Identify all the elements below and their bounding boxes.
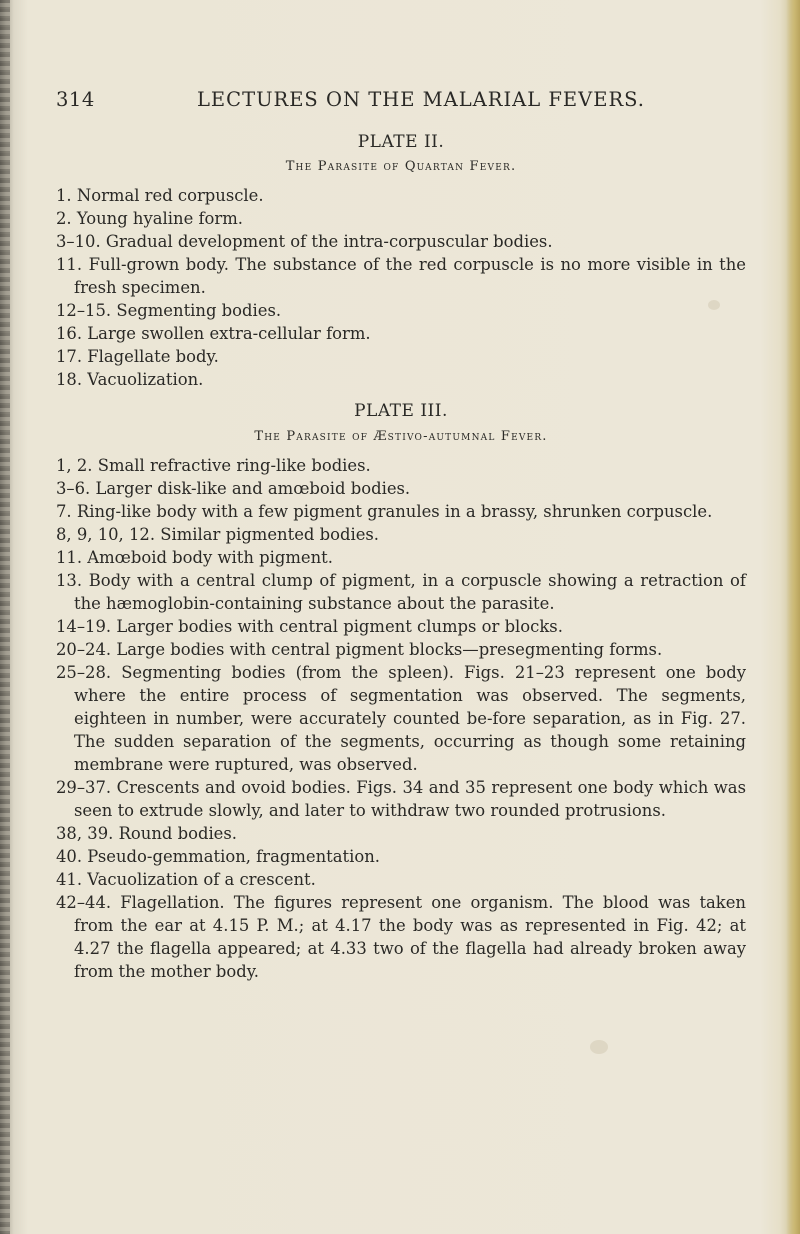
list-item: 17. Flagellate body. [56, 347, 219, 366]
list-item: 29–37. Crescents and ovoid bodies. Figs. 34 and 35 represent one body which was seen to extrude slowly, and later to withdraw two rounded protrusions. [56, 778, 746, 820]
list-item: 13. Body with a central clump of pigment, in a corpuscle showing a retraction of the hæmoglobin-containing substance about the parasite. [56, 571, 746, 613]
page-number: 314 [56, 88, 95, 111]
list-item: 1, 2. Small refractive ring-like bodies. [56, 456, 371, 475]
plate-2-list [56, 184, 746, 391]
list-item: 16. Large swollen extra-cellular form. [56, 324, 371, 343]
list-item: 12–15. Segmenting bodies. [56, 301, 282, 320]
list-item: 38, 39. Round bodies. [56, 824, 238, 843]
page-gutter-shadow [0, 0, 10, 1234]
running-head [56, 88, 746, 118]
plate-3-list [56, 454, 746, 983]
list-item: 11. Amœboid body with pigment. [56, 548, 333, 567]
list-item: 42–44. Flagellation. The figures represent one organism. The blood was taken from the ear at 4.15 P. M.; at 4.17 the body was as represented in Fig. 42; at 4.27 the flagella appeared; at 4.33 two of the flagella had already broken away from the mother body. [56, 893, 746, 981]
plate-2-subheading: The Parasite of Quartan Fever. [285, 159, 517, 174]
list-item: 3–10. Gradual development of the intra-corpuscular bodies. [56, 232, 553, 251]
list-item: 3–6. Larger disk-like and amœboid bodies. [56, 479, 411, 498]
list-item: 8, 9, 10, 12. Similar pigmented bodies. [56, 525, 380, 544]
list-item: 14–19. Larger bodies with central pigment clumps or blocks. [56, 617, 563, 636]
plate-3-subheading: The Parasite of Æstivo-autumnal Fever. [254, 429, 548, 444]
list-item: 25–28. Segmenting bodies (from the spleen). Figs. 21–23 represent one body where the entire process of segmentation was observed. The segments, eighteen in number, were accurately counted be-fore separation, as in Fig. 27. The sudden separation of the segments, occurring as though some retaining membrane were ruptured, was observed. [56, 663, 746, 774]
plate-2-heading: PLATE II. [357, 132, 445, 152]
list-item: 18. Vacuolization. [56, 370, 204, 389]
list-item: 11. Full-grown body. The substance of the red corpuscle is no more visible in the fresh specimen. [56, 255, 746, 297]
running-title: LECTURES ON THE MALARIAL FEVERS. [196, 88, 646, 111]
foxing-spot [590, 1040, 608, 1054]
list-item: 1. Normal red corpuscle. [56, 186, 264, 205]
list-item: 20–24. Large bodies with central pigment blocks—presegmenting forms. [56, 640, 663, 659]
list-item: 40. Pseudo-gemmation, fragmentation. [56, 847, 380, 866]
page-edge-discoloration [786, 0, 800, 1234]
plate-3-heading: PLATE III. [354, 401, 448, 421]
list-item: 41. Vacuolization of a crescent. [56, 870, 316, 889]
list-item: 2. Young hyaline form. [56, 209, 243, 228]
list-item: 7. Ring-like body with a few pigment granules in a brassy, shrunken corpuscle. [56, 502, 713, 521]
